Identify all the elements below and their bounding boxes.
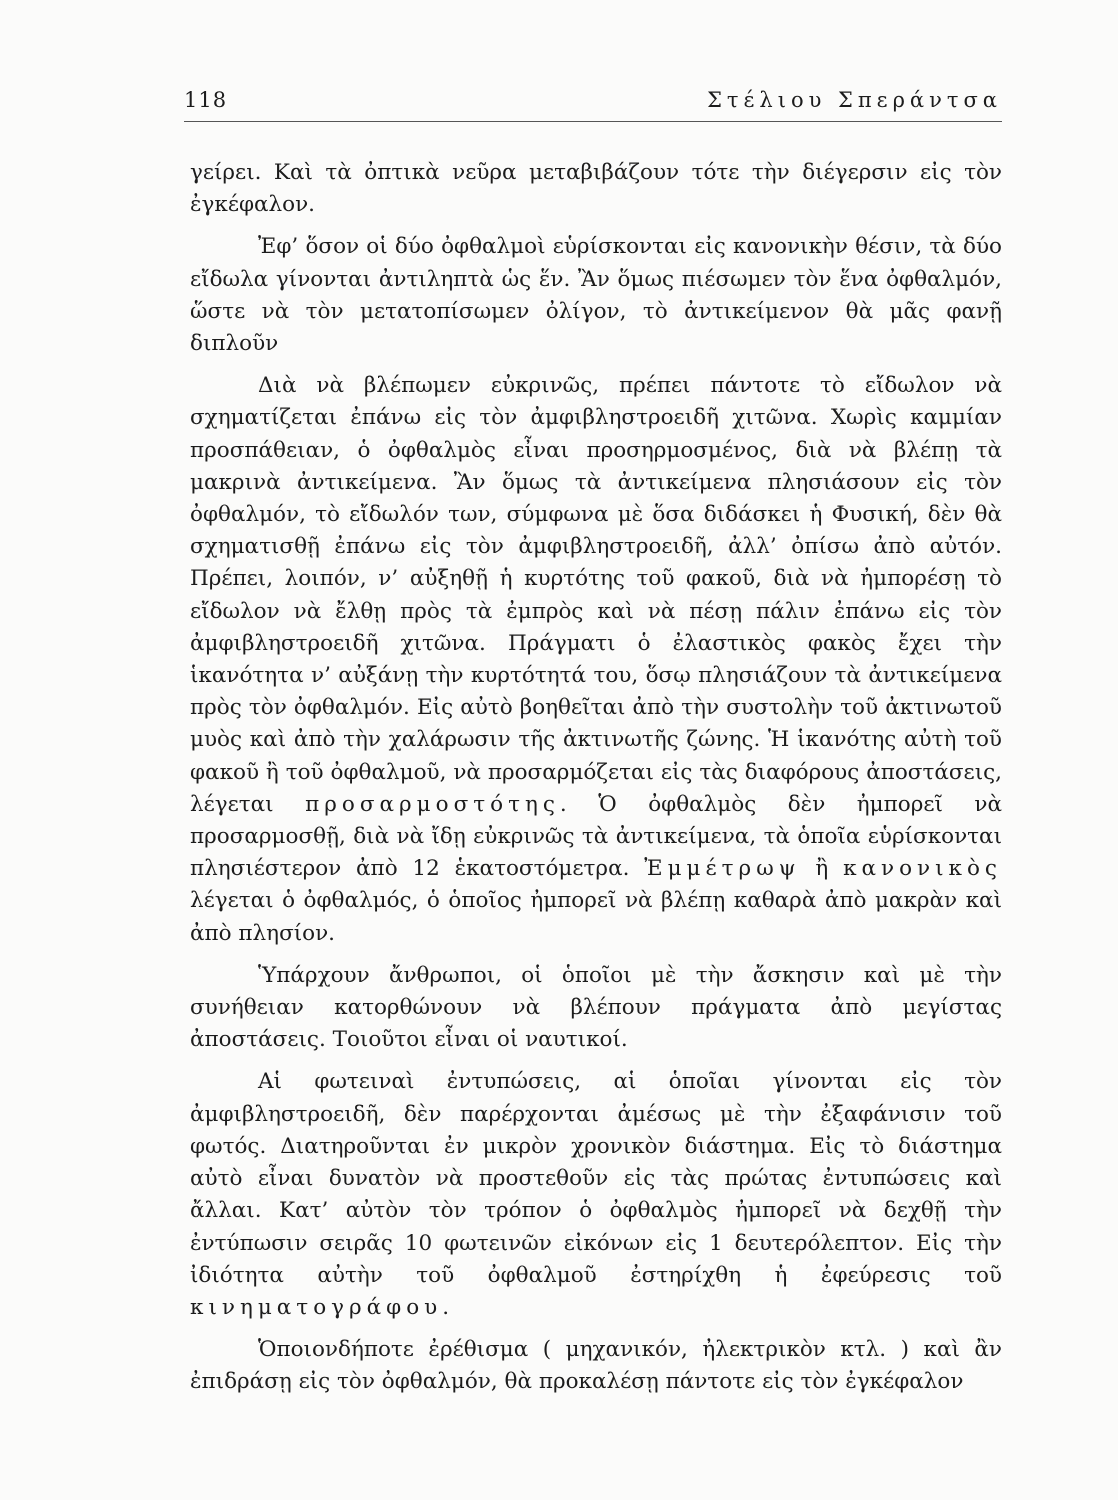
paragraph-2: [190, 231, 1002, 360]
paragraph-3-text-d: λέγεται ὁ ὀφθαλμός, ὁ ὁποῖος ἠμπορεῖ νὰ βλέπῃ καθαρὰ ἀπὸ μακρὰν καὶ ἀπὸ πλησίον.: [190, 888, 1002, 946]
paragraph-4: [190, 960, 1002, 1057]
term-cinematograph: κινηματογράφου: [190, 1294, 443, 1320]
paragraph-3: [190, 370, 1002, 950]
paragraph-6-text: Ὁποιονδήποτε ἐρέθισμα ( μηχανικόν, ἠλεκτρικὸν κτλ. ) καὶ ἂν ἐπιδράσῃ εἰς τὸν ὀφθαλμόν, θὰ προκαλέσῃ πάντοτε εἰς τὸν ἐγκέφαλον: [190, 1337, 1002, 1395]
paragraph-3-text-a: Διὰ νὰ βλέπωμεν εὐκρινῶς, πρέπει πάντοτε τὸ εἴδωλον νὰ σχηματίζεται ἐπάνω εἰς τὸν ἀμφιβληστροειδῆ χιτῶνα. Χωρὶς καμμίαν προσπάθειαν, ὁ ὀφθαλμὸς εἶναι προσηρμοσμένος, διὰ νὰ βλέπῃ τὰ μακρινὰ ἀντικείμενα. Ἂν ὅμως τὰ ἀντικείμενα πλησιάσουν εἰς τὸν ὀφθαλμόν, τὸ εἴδωλόν των, σύμφωνα μὲ ὅσα διδάσκει ἡ Φυσική, δὲν θὰ σχηματισθῇ ἐπάνω εἰς τὸν ἀμφιβληστροειδῆ, ἀλλ’ ὀπίσω ἀπὸ αὐτόν. Πρέπει, λοιπόν, ν’ αὐξηθῇ ἡ κυρτότης τοῦ φακοῦ, διὰ νὰ ἠμπορέσῃ τὸ εἴδωλον νὰ ἔλθῃ πρὸς τὰ ἐμπρὸς καὶ νὰ πέσῃ πάλιν ἐπάνω εἰς τὸν ἀμφιβληστροειδῆ χιτῶνα. Πράγματι ὁ ἐλαστικὸς φακὸς ἔχει τὴν ἱκανότητα ν’ αὐξάνῃ τὴν κυρτότητά του, ὅσῳ πλησιάζουν τὰ ἀντικείμενα πρὸς τὸν ὀφθαλμόν. Εἰς αὐτὸ βοηθεῖται ἀπὸ τὴν συστολὴν τοῦ ἀκτινωτοῦ μυὸς καὶ ἀπὸ τὴν χαλάρωσιν τῆς ἀκτινωτῆς ζώνης. Ἡ ἱκανότης αὐτὴ τοῦ φακοῦ ἢ τοῦ ὀφθαλμοῦ, νὰ προσαρμόζεται εἰς τὰς διαφόρους ἀποστάσεις, λέγεται: [190, 373, 1002, 817]
paragraph-5: [190, 1066, 1002, 1324]
running-head-author: Στέλιου Σπεράντσα: [707, 88, 1002, 112]
paragraph-6: [190, 1334, 1002, 1398]
body-text: [190, 157, 1002, 1409]
term-accommodation: προσαρμοστότης: [305, 791, 560, 817]
term-emmetrope: Ἐμμέτρωψ: [644, 856, 801, 882]
header-rule: [184, 121, 1002, 122]
paragraph-1: [190, 157, 1002, 221]
paragraph-3-text-c: ἢ: [815, 856, 829, 882]
paragraph-5-text-b: .: [442, 1294, 450, 1320]
term-normal: κανονικὸς: [843, 856, 1002, 882]
paragraph-2-text: Ἐφ’ ὅσον οἱ δύο ὀφθαλμοὶ εὑρίσκονται εἰς κανονικὴν θέσιν, τὰ δύο εἴδωλα γίνονται ἀντιληπτὰ ὡς ἕν. Ἂν ὅμως πιέσωμεν τὸν ἕνα ὀφθαλμόν, ὥστε νὰ τὸν μετατοπίσωμεν ὀλίγον, τὸ ἀντικείμενον θὰ μᾶς φανῇ διπλοῦν: [190, 234, 1002, 357]
paragraph-5-text-a: Αἱ φωτειναὶ ἐντυπώσεις, αἱ ὁποῖαι γίνονται εἰς τὸν ἀμφιβληστροειδῆ, δὲν παρέρχονται ἀμέσως μὲ τὴν ἐξαφάνισιν τοῦ φωτός. Διατηροῦνται ἐν μικρὸν χρονικὸν διάστημα. Εἰς τὸ διάστημα αὐτὸ εἶναι δυνατὸν νὰ προστεθοῦν εἰς τὰς πρώτας ἐντυπώσεις καὶ ἄλλαι. Κατ’ αὐτὸν τὸν τρόπον ὁ ὀφθαλμὸς ἠμπορεῖ νὰ δεχθῇ τὴν ἐντύπωσιν σειρᾶς 10 φωτεινῶν εἰκόνων εἰς 1 δευτερόλεπτον. Εἰς τὴν ἰδιότητα αὐτὴν τοῦ ὀφθαλμοῦ ἐστηρίχθη ἡ ἐφεύρεσις τοῦ: [190, 1069, 1002, 1288]
paragraph-4-text: Ὑπάρχουν ἄνθρωποι, οἱ ὁποῖοι μὲ τὴν ἄσκησιν καὶ μὲ τὴν συνήθειαν κατορθώνουν νὰ βλέπουν πράγματα ἀπὸ μεγίστας ἀποστάσεις. Τοιοῦτοι εἶναι οἱ ναυτικοί.: [190, 962, 1002, 1053]
paragraph-3-text-b: . Ὁ ὀφθαλμὸς δὲν ἠμπορεῖ νὰ προσαρμοσθῇ, διὰ νὰ ἴδῃ εὐκρινῶς τὰ ἀντικείμενα, τὰ ὁποῖα εὑρίσκονται πλησιέστερον ἀπὸ 12 ἑκατοστόμετρα.: [190, 791, 1002, 882]
paragraph-1-text: γείρει. Καὶ τὰ ὀπτικὰ νεῦρα μεταβιβάζουν τότε τὴν διέγερσιν εἰς τὸν ἐγκέφαλον.: [190, 160, 1002, 218]
running-head: [184, 88, 1002, 116]
page-number: 118: [184, 88, 228, 112]
